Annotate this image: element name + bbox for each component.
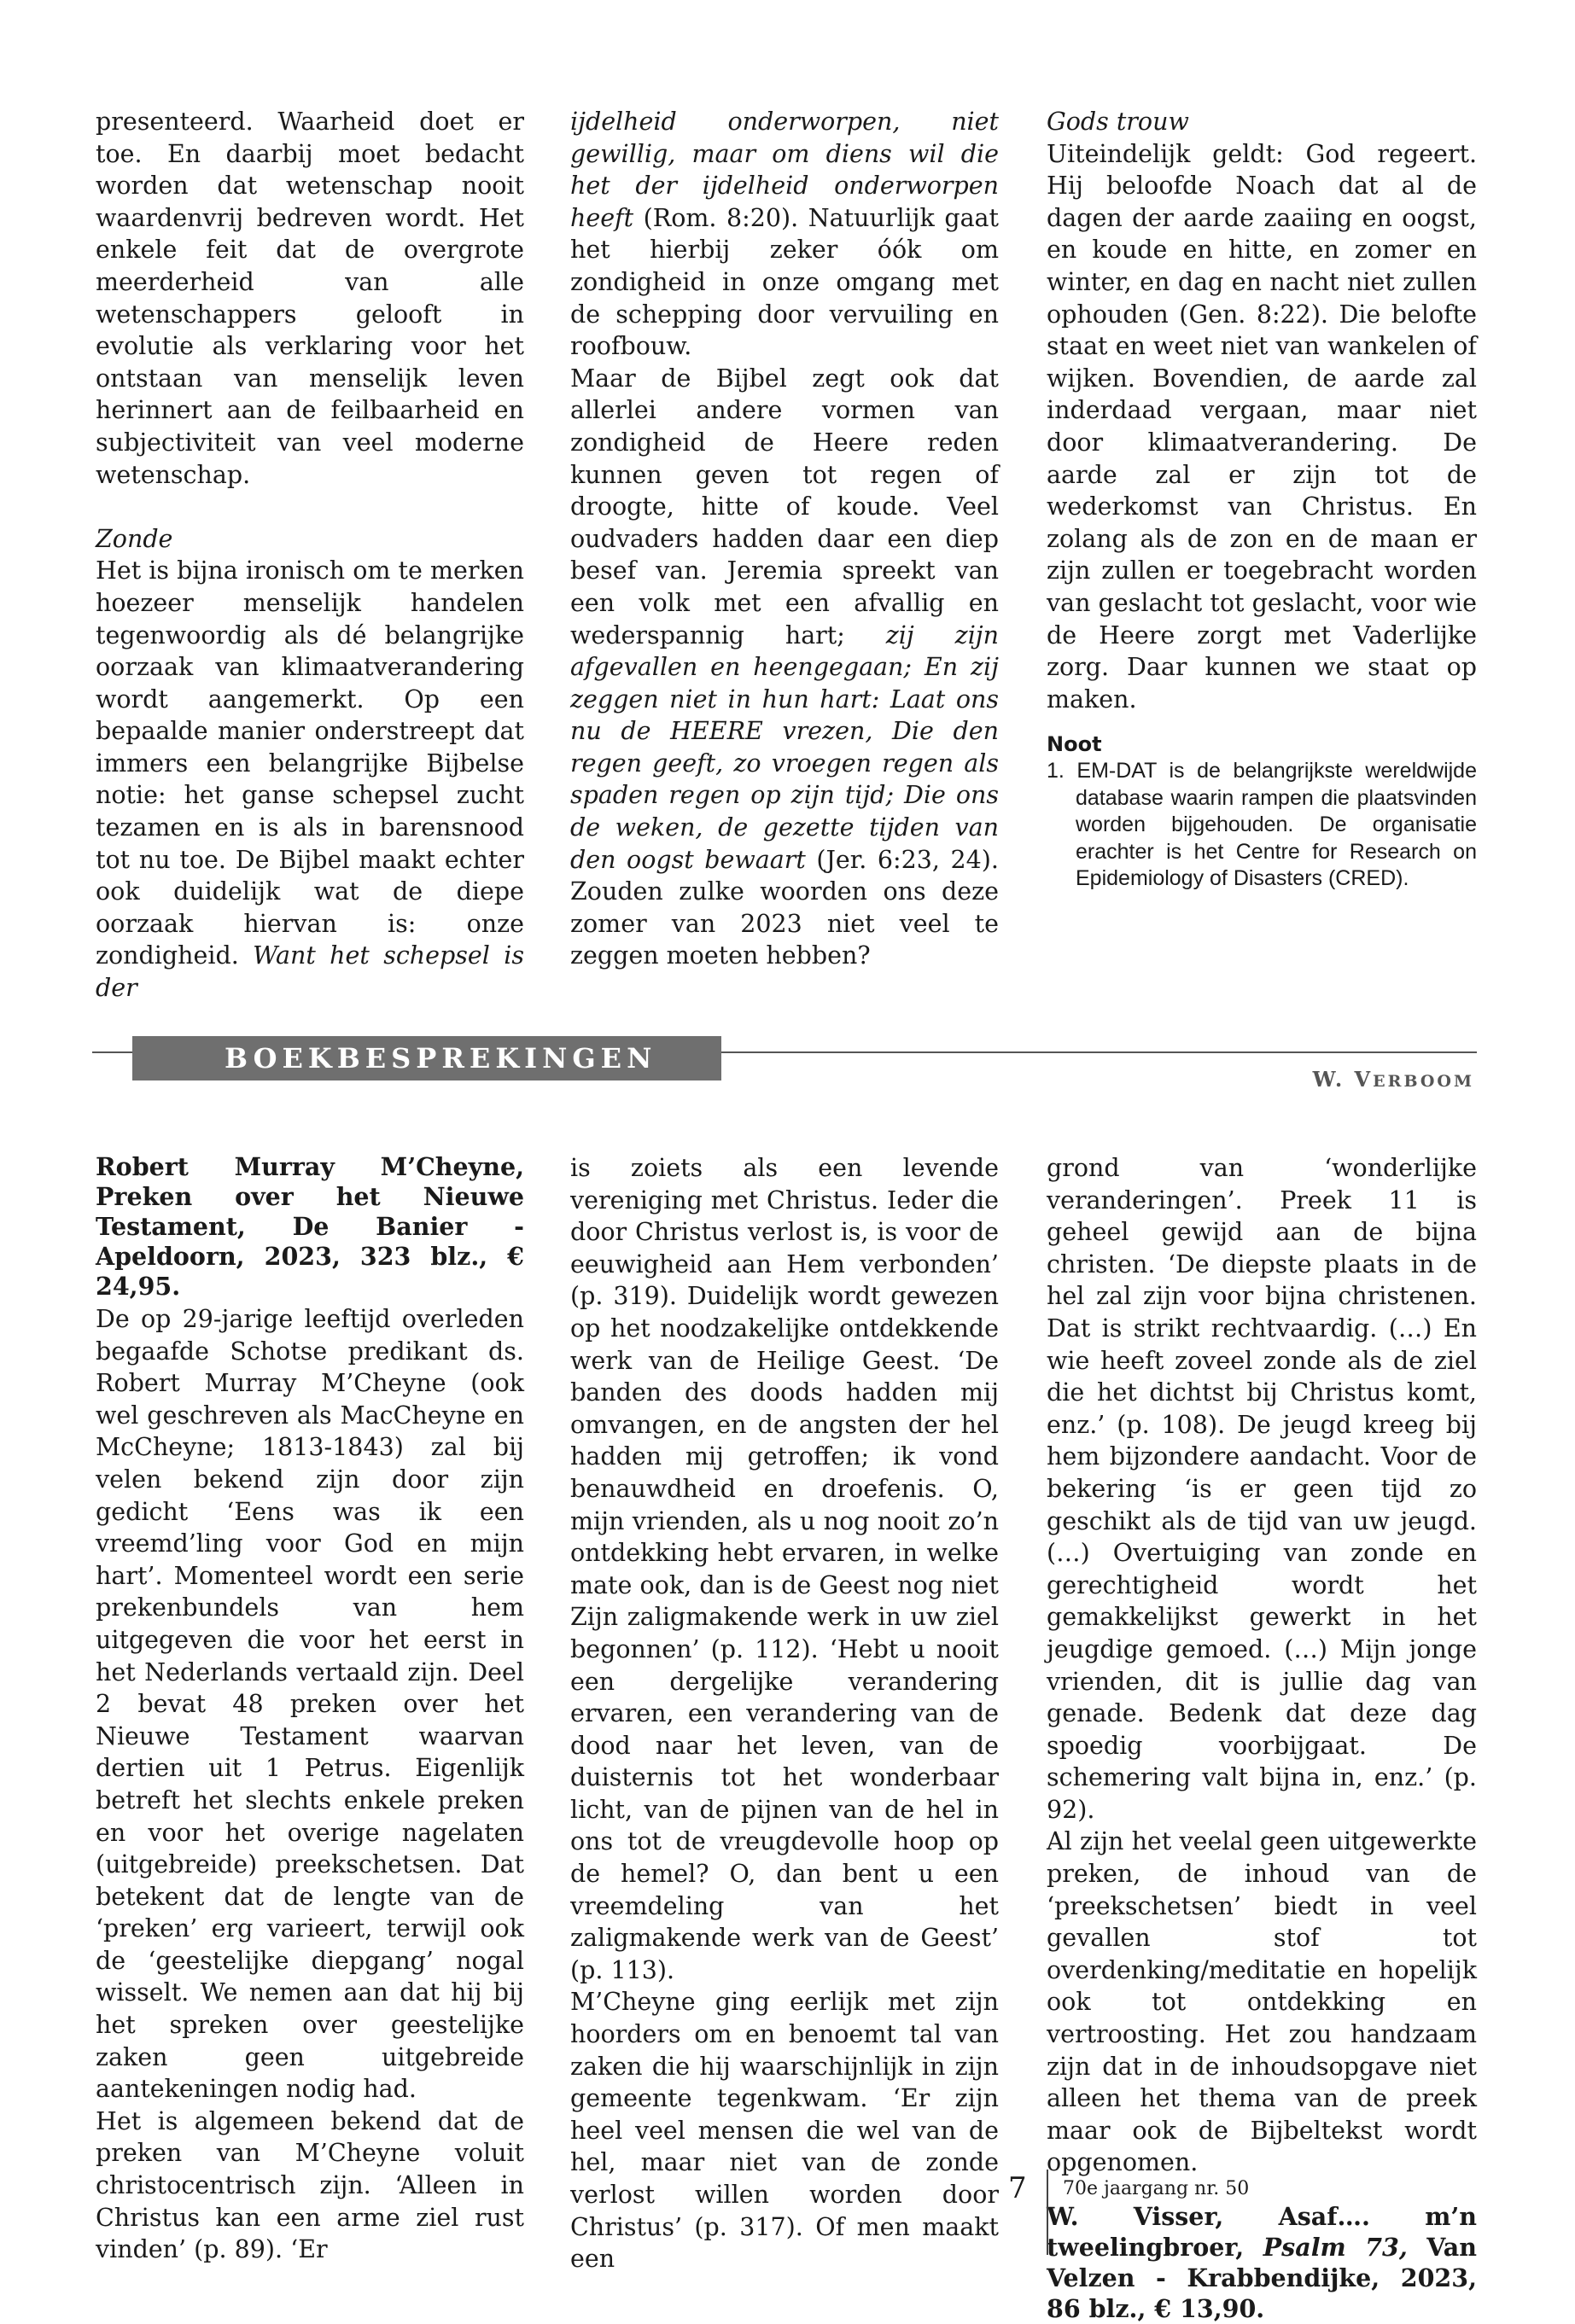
paragraph: De op 29-jarige leeftijd overleden begaafde Schotse predikant ds. Robert Murray M’Cheyne (ook wel geschreven als MacCheyne en McCheyne; 1813-1843) zal bij velen bekend zijn door zijn gedicht ‘Eens was ik een vreemd’ling voor God en mijn hart’. Momenteel wordt een serie prekenbundels van hem uitgegeven die voor het eerst in het Nederlands vertaald zijn. Deel 2 bevat 48 preken over het Nieuwe Testament waarvan dertien uit 1 Petrus. Eigenlijk betreft het slechts enkele preken en voor het overige nagelaten (uitgebreide) preekschetsen. Dat betekent dat de lengte van de ‘preken’ erg varieert, terwijl ook de ‘geestelijke diepgang’ nogal wisselt. We nemen aan dat hij bij het spreken over geestelijke zaken geen uitgebreide aantekeningen nodig had.	[96, 1305, 524, 2104]
footer-divider	[1047, 2170, 1048, 2255]
section-author: W. VERBOOM	[1312, 1067, 1474, 1092]
section-heading-zonde: Zonde	[96, 524, 173, 553]
section-heading-gods-trouw: Gods trouw	[1047, 108, 1189, 136]
paragraph: grond van ‘wonderlijke veranderingen’. Preek 11 is geheel gewijd aan de bijna christen. ‘De diepste plaats in de hel zal zijn voor bijna christenen. Dat is strikt rechtvaardig. (…) En wie heeft zoveel zonde als de ziel die het dichtst bij Christus komt, enz.’ (p. 108). De jeugd kreeg bij hem bijzondere aandacht. Voor de bekering ‘is er geen tijd zo geschikt als de tijd van uw jeugd. (…) Overtuiging van zonde en gerechtigheid wordt het gemakkelijkst gewerkt in het jeugdige gemoed. (…) Mijn jonge vrienden, dit is jullie dag van genade. Bedenk dat deze dag spoedig voorbijgaat. De schemering valt bijna in, enz.’ (p. 92).	[1047, 1154, 1477, 1824]
review-column-2	[570, 1152, 999, 2275]
issue-info: 70e jaargang nr. 50	[1063, 2178, 1250, 2199]
paragraph: Maar de Bijbel zegt ook dat allerlei andere vormen van zondigheid de Heere reden kunnen geven tot regen of droogte, hitte of koude. Veel oudvaders hadden daar een diep besef van. Jeremia spreekt van een volk met een afvallig en wederspannig hart; zij zijn afgevallen en heengegaan; En zij zeggen niet in hun hart: Laat ons nu de HEERE vrezen, Die den regen geeft, zo vroegen regen als spaden regen op zijn tijd; Die ons de weken, de gezette tijden van den oogst bewaart (Jer. 6:23, 24). Zouden zulke woorden ons deze zomer van 2023 niet veel te zeggen moeten hebben?	[570, 364, 999, 970]
note-heading: Noot	[1047, 732, 1102, 757]
paragraph: ijdelheid onderworpen, niet gewillig, maar om diens wil die het der ijdelheid onderworpen heeft (Rom. 8:20). Natuurlijk gaat het hierbij zeker óók om zondigheid in onze omgang met de schepping door vervuiling en roofbouw.	[570, 108, 999, 361]
paragraph: M’Cheyne ging eerlijk met zijn hoorders om en benoemt tal van zaken die hij waarschijnlijk in zijn gemeente tegenkwam. ‘Er zijn heel veel mensen die wel van de hel, maar niet van de zonde verlost willen worden door Christus’ (p. 317). Of men maakt een	[570, 1988, 999, 2274]
paragraph: is zoiets als een levende vereniging met Christus. Ieder die door Christus verlost is, is voor de eeuwigheid aan Hem verbonden’ (p. 319). Duidelijk wordt gewezen op het noodzakelijke ontdekkende werk van de Heilige Geest. ‘De banden des doods hadden mij omvangen, en de angsten der hel hadden mij getroffen; ik vond benauwdheid en droefenis. O, mijn vrienden, als u nog nooit zo’n ontdekking hebt ervaren, in welke mate ook, dan is de Geest nog niet Zijn zaligmakende werk in uw ziel begonnen’ (p. 112). ‘Hebt u nooit een dergelijke verandering ervaren, een verandering van de dood naar het leven, van de duisternis tot het wonderbaar licht, van de pijnen van de hel in ons tot de vreugdevolle hoop op de hemel? O, dan bent u een vreemdeling van het zaligmakende werk van de Geest’ (p. 113).	[570, 1154, 999, 1984]
section-banner: BOEKBESPREKINGEN	[132, 1036, 721, 1080]
page-number: 7	[1008, 2171, 1027, 2205]
book-title: Robert Murray M’Cheyne, Preken over het Nieuwe Testament, De Banier - Apeldoorn, 2023, 323 blz., € 24,95.	[96, 1152, 524, 1301]
footnote: 1. EM-DAT is de belangrijkste wereldwijde database waarin rampen die plaatsvinden worden bijgehouden. De organisatie erachter is het Centre for Research on Epidemiology of Disasters (CRED).	[1047, 759, 1477, 891]
paragraph: Het is algemeen bekend dat de preken van M’Cheyne voluit christocentrisch zijn. ‘Alleen in Christus kan een arme ziel rust vinden’ (p. 89). ‘Er	[96, 2106, 524, 2264]
review-column-3	[1047, 1152, 1477, 2324]
article-column-1	[96, 106, 524, 1005]
paragraph: Al zijn het veelal geen uitgewerkte preken, de inhoud van de ‘preekschetsen’ biedt in veel gevallen stof tot overdenking/meditatie en hopelijk ook tot ontdekking en vertroosting. Het zou handzaam zijn dat in de inhoudsopgave niet alleen het thema van de preek maar ook de Bijbeltekst wordt opgenomen.	[1047, 1827, 1477, 2177]
book-title: W. Visser, Asaf…. m’n tweelingbroer, Psalm 73, Van Velzen - Krabbendijke, 2023, 86 blz., € 13,90.	[1047, 2202, 1477, 2323]
paragraph: Uiteindelijk geldt: God regeert. Hij beloofde Noach dat al de dagen der aarde zaaiing en oogst, en koude en hitte, en zomer en winter, en dag en nacht niet zullen ophouden (Gen. 8:22). Die belofte staat en weet niet van wankelen of wijken. Bovendien, de aarde zal inderdaad vergaan, maar niet door klimaatverandering. De aarde zal er zijn tot de wederkomst van Christus. En zolang als de zon en de maan er zijn zullen er toegebracht worden van geslacht tot geslacht, voor wie de Heere zorgt met Vaderlijke zorg. Daar kunnen we staat op maken.	[1047, 139, 1477, 714]
article-column-3	[1047, 106, 1477, 893]
article-column-2	[570, 106, 999, 972]
paragraph: presenteerd. Waarheid doet er toe. En daarbij moet bedacht worden dat wetenschap nooit waardenvrij bedreven wordt. Het enkele feit dat de overgrote meerderheid van alle wetenschappers gelooft in evolutie als verklaring voor het ontstaan van menselijk leven herinnert aan de feilbaarheid en subjectiviteit van veel moderne wetenschap.	[96, 108, 524, 489]
paragraph: Het is bijna ironisch om te merken hoezeer menselijk handelen tegenwoordig als dé belangrijke oorzaak van klimaatverandering wordt aangemerkt. Op een bepaalde manier onderstreept dat immers een belangrijke Bijbelse notie: het ganse schepsel zucht tezamen en is als in barensnood tot nu toe. De Bijbel maakt echter ook duidelijk wat de diepe oorzaak hiervan is: onze zondigheid. Want het schepsel is der	[96, 556, 525, 1003]
review-column-1	[96, 1152, 524, 2266]
